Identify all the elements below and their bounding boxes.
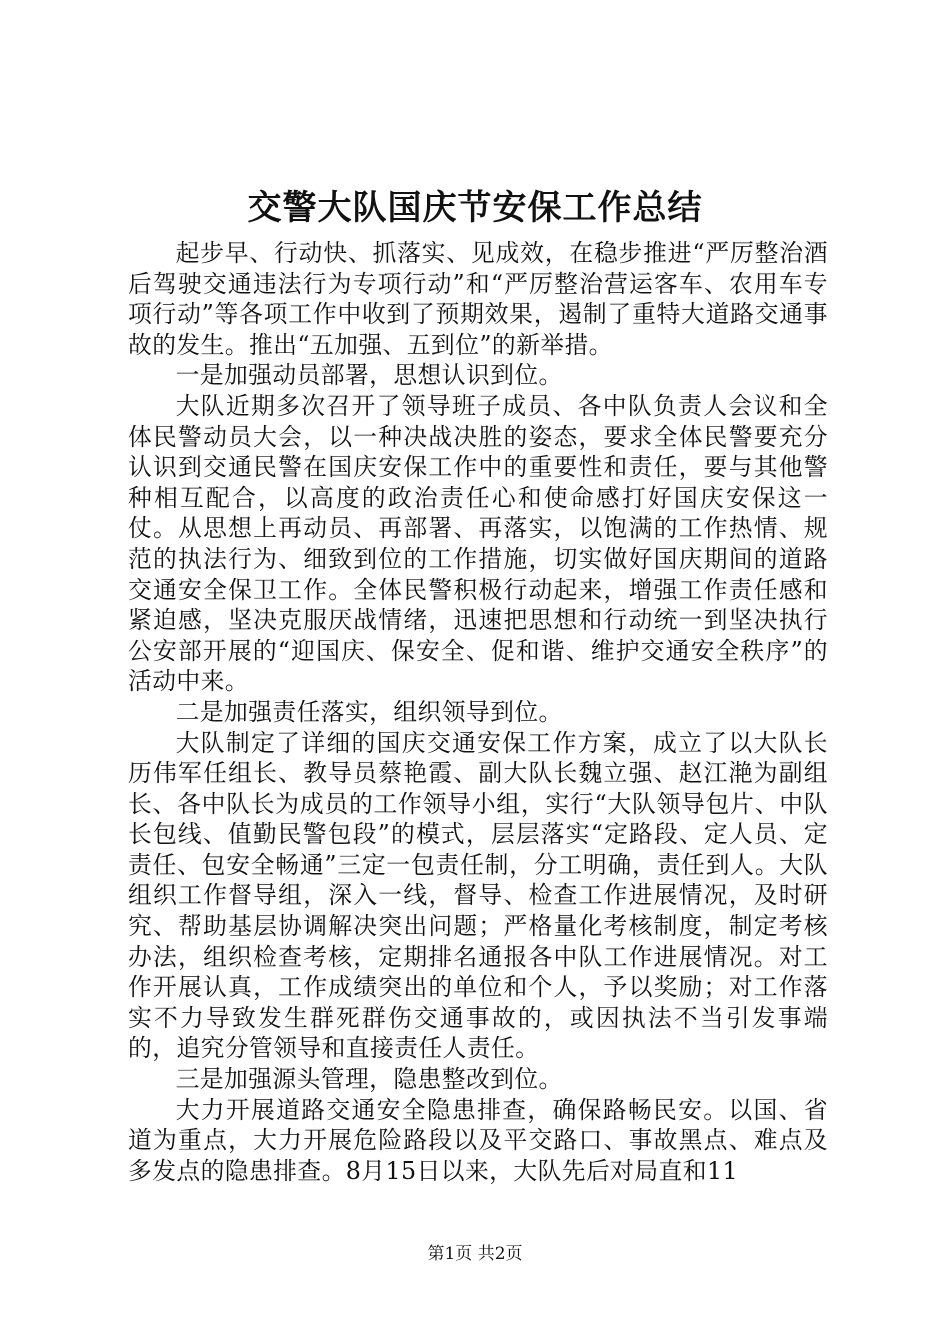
page-footer: 第1页 共2页 [427, 1244, 523, 1264]
paragraph-heading-3: 三是加强源头管理，隐患整改到位。 [175, 1065, 563, 1094]
paragraph-heading-2: 二是加强责任落实，组织领导到位。 [175, 697, 563, 726]
paragraph-section-1: 大队近期多次召开了领导班子成员、各中队负责人会议和全体民警动员大会，以一种决战决胜的姿态，要求全体民警要充分认识到交通民警在国庆安保工作中的重要性和责任，要与其他警种相互配合，以高度的政治责任心和使命感打好国庆安保这一仗。从思想上再动员、再部署、再落实，以饱满的工作热情、规范的执法行为、细致到位的工作措施，切实做好国庆期间的道路交通安全保卫工作。全体民警积极行动起来，增强工作责任感和紧迫感，坚决克服厌战情绪，迅速把思想和行动统一到坚决执行公安部开展的“迎国庆、保安全、促和谐、维护交通安全秩序”的活动中来。 [128, 391, 828, 696]
paragraph-section-3: 大力开展道路交通安全隐患排查，确保路畅民安。以国、省道为重点，大力开展危险路段以及平交路口、事故黑点、难点及多发点的隐患排查。8月15日以来，大队先后对局直和11 [128, 1095, 828, 1185]
paragraph-intro: 起步早、行动快、抓落实、见成效，在稳步推进“严厉整治酒后驾驶交通违法行为专项行动”和“严厉整治营运客车、农用车专项行动”等各项工作中收到了预期效果，遏制了重特大道路交通事故的发生。推出“五加强、五到位”的新举措。 [128, 239, 828, 359]
document-title: 交警大队国庆节安保工作总结 [247, 188, 703, 228]
paragraph-section-2: 大队制定了详细的国庆交通安保工作方案，成立了以大队长历伟军任组长、教导员蔡艳霞、副大队长魏立强、赵江滟为副组长、各中队长为成员的工作领导小组，实行“大队领导包片、中队长包线、值勤民警包段”的模式，层层落实“定路段、定人员、定责任、包安全畅通”三定一包责任制，分工明确，责任到人。大队组织工作督导组，深入一线，督导、检查工作进展情况，及时研究、帮助基层协调解决突出问题；严格量化考核制度，制定考核办法，组织检查考核，定期排名通报各中队工作进展情况。对工作开展认真，工作成绩突出的单位和个人，予以奖励；对工作落实不力导致发生群死群伤交通事故的，或因执法不当引发事端的，追究分管领导和直接责任人责任。 [128, 728, 828, 1063]
paragraph-heading-1: 一是加强动员部署，思想认识到位。 [175, 361, 563, 390]
document-body [128, 238, 828, 1186]
